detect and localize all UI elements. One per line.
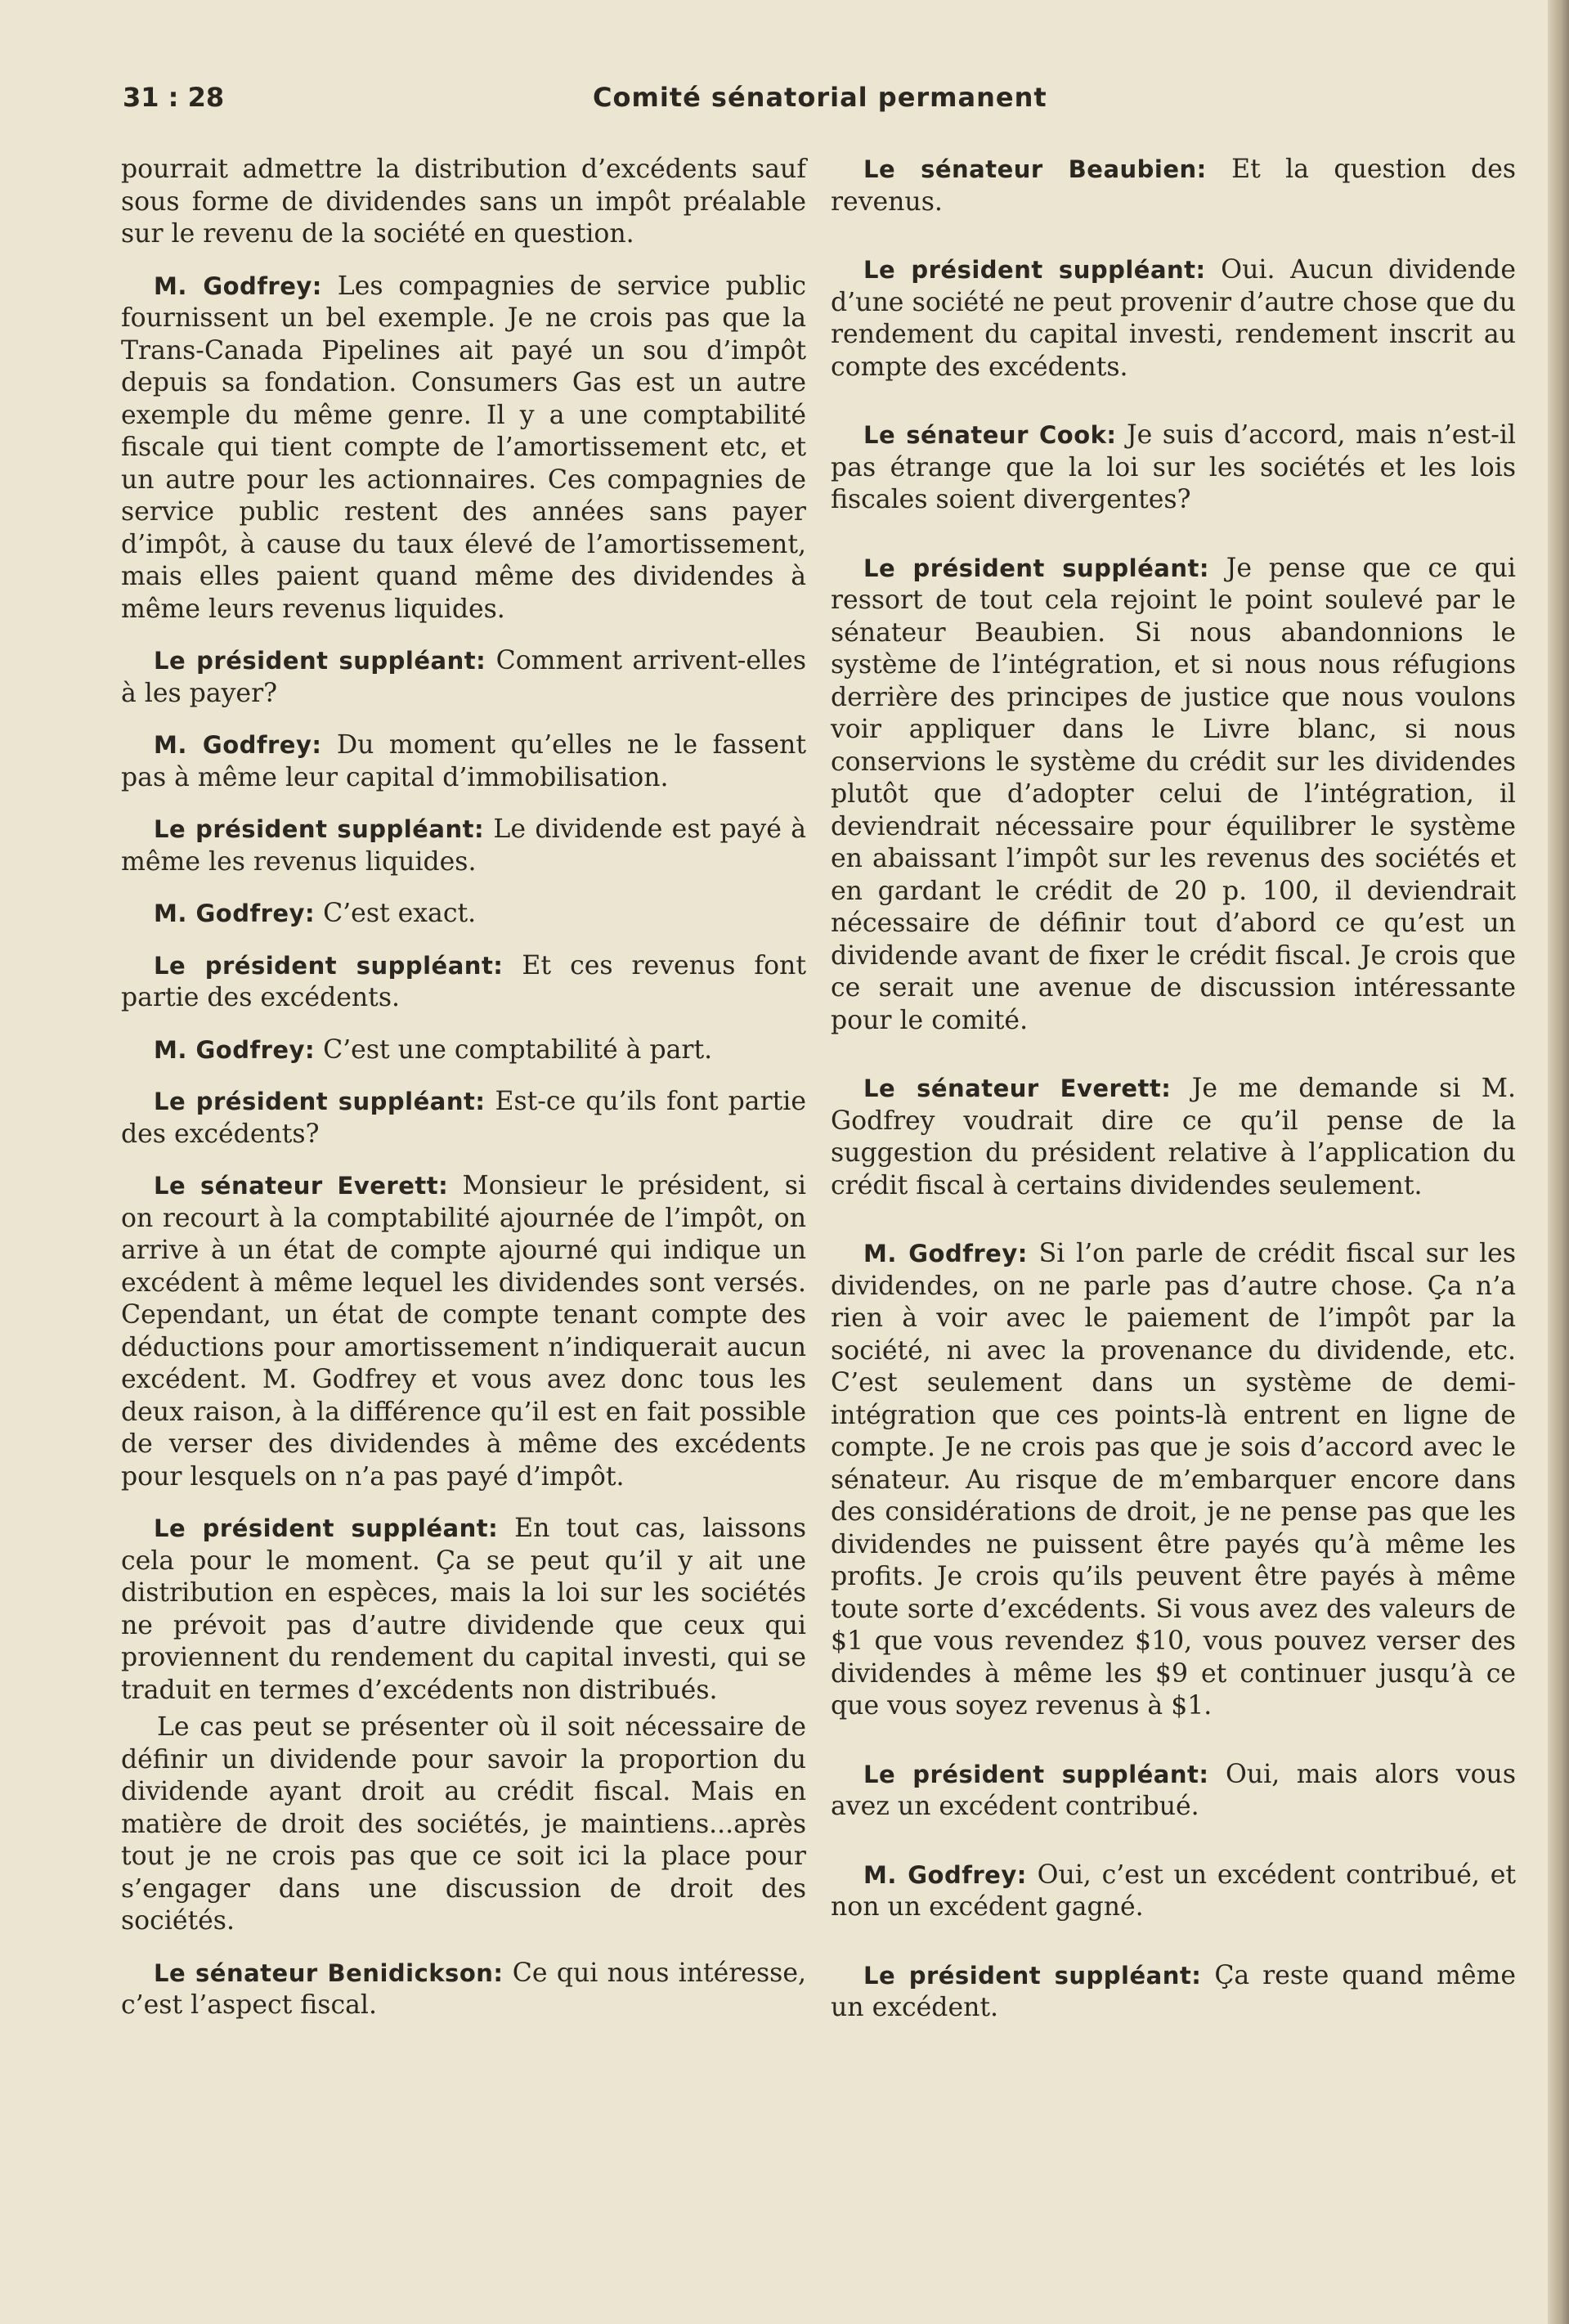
paragraph [831,1238,1516,1723]
paragraph-text: Si l’on parle de crédit fiscal sur les dividendes, on ne parle pas d’autre chose. Ça n’a rien à voir avec le paiement de l’impôt par la société, ni avec la provenance du dividende, etc. C’est seulement dans un système de demi-intégration que ces points-là entrent en ligne de compte. Je ne crois pas que je sois d’accord avec le sénateur. Au risque de m’embarquer encore dans des considérations de droit, je ne pense pas que les dividendes ne puissent être payés qu’à même les profits. Je crois qu’ils peuvent être payés à même toute sorte d’excédents. Si vous avez des valeurs de $1 que vous revendez $10, vous pouvez verser des dividendes à même les $9 et continuer jusqu’à ce que vous soyez revenus à $1. [831,1239,1516,1721]
paragraph-text: Comment arrivent-elles à les payer? [121,646,806,708]
paragraph-text: Et la question des revenus. [831,155,1516,217]
speaker-name: Le président suppléant: [154,815,485,843]
paragraph-text: Ça reste quand même un excédent. [831,1960,1517,2022]
speaker-name: Le président suppléant: [863,1760,1209,1788]
paragraph [121,271,806,626]
right-column [831,154,1516,2044]
paragraph [121,1513,806,1707]
paragraph [831,1759,1516,1824]
paragraph [121,645,806,710]
speaker-name: M. Godfrey: [863,1240,1028,1267]
speaker-name: Le sénateur Beaubien: [863,155,1207,183]
speaker-name: Le président suppléant: [154,951,504,980]
paragraph-text: Je pense que ce qui ressort de tout cela rejoint le point soulevé par le sénateur Beaubien. Si nous abandonnions le système de l’intégration, et si nous nous réfugions derrière des principes de justice que nous voulons voir appliquer dans le Livre blanc, si nous conservions le système du crédit sur les dividendes plutôt que d’adopter celui de l’intégration, il deviendrait nécessaire pour équilibrer le système en abaissant l’impôt sur les revenus des sociétés et en gardant le crédit de 20 p. 100, il deviendrait nécessaire de définir tout d’abord ce qu’est un dividende avant de fixer le crédit fiscal. Je crois que ce serait une avenue de discussion intéressante pour le comité. [831,553,1516,1035]
paragraph [121,898,806,931]
paragraph-text: Monsieur le président, si on recourt à la comptabilité ajournée de l’impôt, on arrive à un état de compte ajourné qui indique un excédent à même lequel les dividendes sont versés. Cependant, un état de compte tenant compte des déductions pour amortissement n’indiquerait aucun excédent. M. Godfrey et vous avez donc tous les deux raison, à la différence qu’il est en fait possible de verser des dividendes à même des excédents pour lesquels on n’a pas payé d’impôt. [121,1171,806,1492]
speaker-name: M. Godfrey: [154,900,316,927]
paragraph [831,419,1516,517]
paragraph [121,729,806,794]
paragraph-text: Ce qui nous intéresse, c’est l’aspect fiscal. [121,1958,806,2020]
paragraph-text: Je me demande si M. Godfrey voudrait dire ce qu’il pense de la suggestion du président relative à l’application du crédit fiscal à certains dividendes seulement. [831,1074,1517,1200]
paragraph [831,553,1516,1038]
speaker-name: Le président suppléant: [154,1514,499,1542]
page-number: 31 : 28 [123,82,225,113]
paragraph-text: Les compagnies de service public fournissent un bel exemple. Je ne crois pas que la Trans-Canada Pipelines ait payé un sou d’impôt depuis sa fondation. Consumers Gas est un autre exemple du même genre. Il y a une comptabilité fiscale qui tient compte de l’amortissement etc, et un autre pour les actionnaires. Ces compagnies de service public restent des années sans payer d’impôt, à cause du taux élevé de l’amortissement, mais elles paient quand même des dividendes à même leurs revenus liquides. [121,271,807,624]
paragraph [831,154,1516,218]
paragraph-text: Du moment qu’elles ne le fassent pas à même leur capital d’immobilisation. [121,730,806,792]
paragraph-text: Le cas peut se présenter où il soit nécessaire de définir un dividende pour savoir la proportion du dividende ayant droit au crédit fiscal. Mais en matière de droit des sociétés, je maintiens...après tout je ne crois pas que ce soit ici la place pour s’engager dans une discussion de droit des sociétés. [121,1712,806,1936]
paragraph [121,1712,806,1938]
paragraph [121,154,806,251]
paragraph [831,1960,1516,2025]
paragraph [831,254,1516,384]
paragraph [121,950,806,1015]
paragraph [831,1860,1516,1924]
speaker-name: Le sénateur Everett: [154,1172,449,1200]
speaker-name: M. Godfrey: [154,271,322,300]
paragraph [121,1034,806,1067]
paragraph-text: Oui. Aucun dividende d’une société ne peut provenir d’autre chose que du rendement du capital investi, rendement inscrit au compte des excédents. [831,255,1516,382]
paragraph [831,1073,1516,1202]
paragraph [121,1170,806,1493]
paragraph [121,814,806,878]
speaker-name: M. Godfrey: [154,1035,316,1064]
paragraph-text: En tout cas, laissons cela pour le moment. Ça se peut qu’il y ait une distribution en espèces, mais la loi sur les sociétés ne prévoit pas d’autre dividende que ceux qui proviennent du rendement du capital investi, qui se traduit en termes d’excédents non distribués. [121,1514,807,1705]
paragraph-text: C’est exact. [323,899,477,928]
paragraph-text: Je suis d’accord, mais n’est-il pas étrange que la loi sur les sociétés et les lois fiscales soient divergentes? [831,420,1517,514]
paragraph-text: pourrait admettre la distribution d’excédents sauf sous forme de dividendes sans un impôt préalable sur le revenu de la société en question. [121,155,806,249]
running-head [123,82,1496,121]
speaker-name: Le sénateur Benidickson: [154,1958,504,1987]
speaker-name: Le président suppléant: [863,554,1209,582]
speaker-name: Le président suppléant: [863,1961,1202,1990]
page-title: Comité sénatorial permanent [593,82,1047,113]
paragraph-text: Oui, c’est un excédent contribué, et non un excédent gagné. [831,1860,1517,1922]
left-column [121,154,806,2042]
speaker-name: Le président suppléant: [154,647,486,675]
paragraph [121,1958,806,2022]
paragraph-text: Oui, mais alors vous avez un excédent contribué. [831,1759,1516,1821]
speaker-name: Le président suppléant: [863,256,1206,284]
paragraph [121,1086,806,1151]
paragraph-text: C’est une comptabilité à part. [323,1034,713,1065]
speaker-name: Le sénateur Everett: [863,1075,1172,1102]
paragraph-text: Le dividende est payé à même les revenus liquides. [121,814,806,877]
speaker-name: Le président suppléant: [154,1088,486,1115]
page-edge-shadow [1548,0,1569,2324]
paragraph-text: Et ces revenus font partie des excédents. [121,950,806,1012]
paragraph-text: Est-ce qu’ils font partie des excédents? [121,1087,807,1149]
speaker-name: M. Godfrey: [154,731,322,759]
speaker-name: Le sénateur Cook: [863,421,1117,449]
speaker-name: M. Godfrey: [863,1860,1027,1889]
